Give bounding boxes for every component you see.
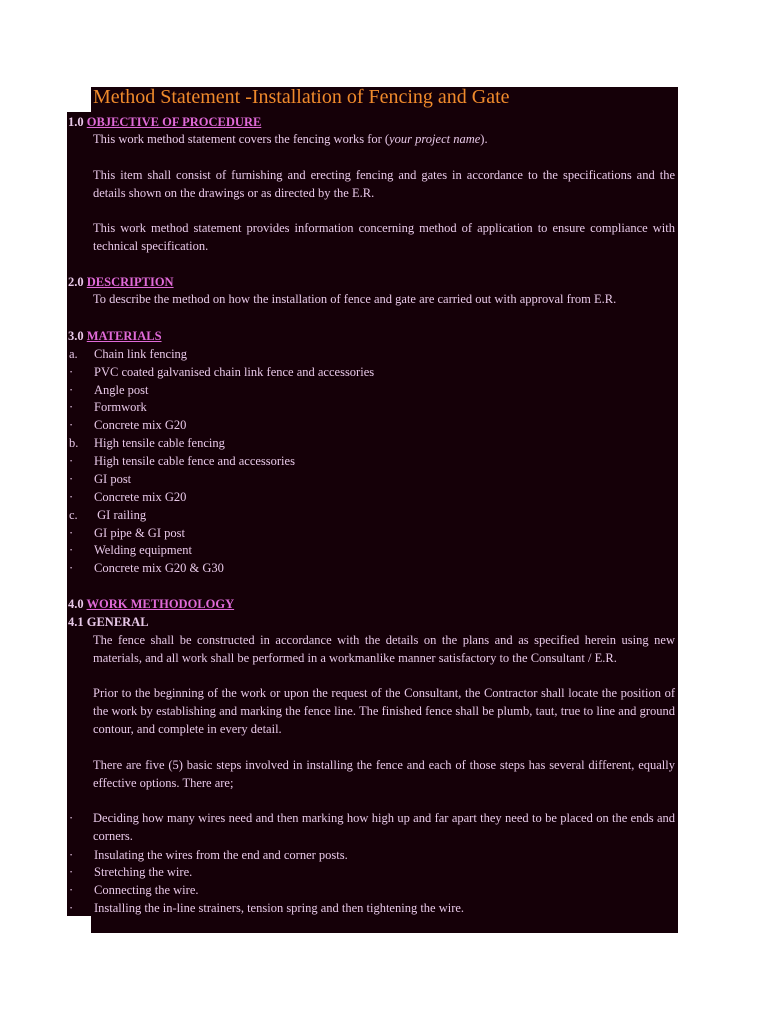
list-marker: · xyxy=(69,543,74,557)
section-title: DESCRIPTION xyxy=(86,275,174,289)
list-item: GI pipe & GI post xyxy=(94,526,185,540)
section-heading-objective xyxy=(68,113,261,131)
list-marker: · xyxy=(69,472,74,486)
list-marker: · xyxy=(69,383,74,397)
list-item: Formwork xyxy=(94,400,147,414)
section-heading-work-methodology xyxy=(68,595,234,613)
list-marker: · xyxy=(69,490,74,504)
list-marker: b. xyxy=(69,436,79,450)
document-panel xyxy=(91,87,678,933)
list-marker: · xyxy=(69,418,74,432)
list-marker: · xyxy=(69,865,74,879)
list-item: High tensile cable fence and accessories xyxy=(94,454,295,468)
list-marker: c. xyxy=(69,508,78,522)
subsection-number: 4.1 xyxy=(68,615,84,629)
document-title: Method Statement -Installation of Fencing and Gate xyxy=(93,86,510,108)
paragraph: This work method statement covers the fencing works for (your project name). xyxy=(93,132,488,146)
list-marker: a. xyxy=(69,347,78,361)
list-item: Deciding how many wires need and then marking how high up and far apart they need to be placed on the ends and corners. xyxy=(93,811,675,843)
section-title: OBJECTIVE OF PROCEDURE xyxy=(86,115,262,129)
section-title: MATERIALS xyxy=(86,329,162,343)
list-item: GI railing xyxy=(94,508,147,522)
list-item: Chain link fencing xyxy=(94,347,188,361)
paragraph: There are five (5) basic steps involved in installing the fence and each of those steps has several different, equally effective options. There are; xyxy=(93,758,675,790)
list-marker: · xyxy=(69,561,74,575)
paragraph: The fence shall be constructed in accordance with the details on the plans and as specified herein using new materials, and all work shall be performed in a workmanlike manner satisfactory to the Consultant / E.R. xyxy=(93,633,675,665)
section-heading-materials xyxy=(68,327,162,345)
list-item: High tensile cable fencing xyxy=(94,436,225,450)
list-marker: · xyxy=(69,526,74,540)
list-item: Angle post xyxy=(94,383,149,397)
list-item: Stretching the wire. xyxy=(94,865,193,879)
paragraph: Prior to the beginning of the work or upon the request of the Consultant, the Contractor shall locate the position of the work by establishing and marking the fence line. The finished fence shall be plumb, taut, true to line and ground contour, and complete in every detail. xyxy=(93,686,675,736)
list-item: Concrete mix G20 xyxy=(94,418,187,432)
section-title: WORK METHODOLOGY xyxy=(86,597,235,611)
list-marker: · xyxy=(69,400,74,414)
list-item: Concrete mix G20 xyxy=(94,490,187,504)
list-item: Concrete mix G20 & G30 xyxy=(94,561,224,575)
section-number: 2.0 xyxy=(68,275,84,289)
paragraph: This item shall consist of furnishing and erecting fencing and gates in accordance to the specifications and the details shown on the drawings or as directed by the E.R. xyxy=(93,168,675,200)
section-number: 1.0 xyxy=(68,115,84,129)
project-name-placeholder: your project name xyxy=(389,132,481,146)
list-marker: · xyxy=(69,811,74,825)
list-marker: · xyxy=(69,883,74,897)
paragraph: This work method statement provides information concerning method of application to ensure compliance with technical specification. xyxy=(93,221,675,253)
section-heading-description xyxy=(68,273,174,291)
list-marker: · xyxy=(69,901,74,915)
list-item: Welding equipment xyxy=(94,543,192,557)
list-marker: · xyxy=(69,848,74,862)
paragraph: To describe the method on how the installation of fence and gate are carried out with approval from E.R. xyxy=(93,292,617,306)
list-item: GI post xyxy=(94,472,132,486)
list-marker: · xyxy=(69,365,74,379)
list-item: Connecting the wire. xyxy=(94,883,199,897)
subsection-title: GENERAL xyxy=(86,615,149,629)
list-item: Installing the in-line strainers, tension spring and then tightening the wire. xyxy=(94,901,465,915)
list-item: PVC coated galvanised chain link fence and accessories xyxy=(94,365,375,379)
list-item: Insulating the wires from the end and corner posts. xyxy=(94,848,348,862)
subsection-heading-general xyxy=(68,613,149,631)
list-marker: · xyxy=(69,454,74,468)
section-number: 3.0 xyxy=(68,329,84,343)
section-number: 4.0 xyxy=(68,597,84,611)
